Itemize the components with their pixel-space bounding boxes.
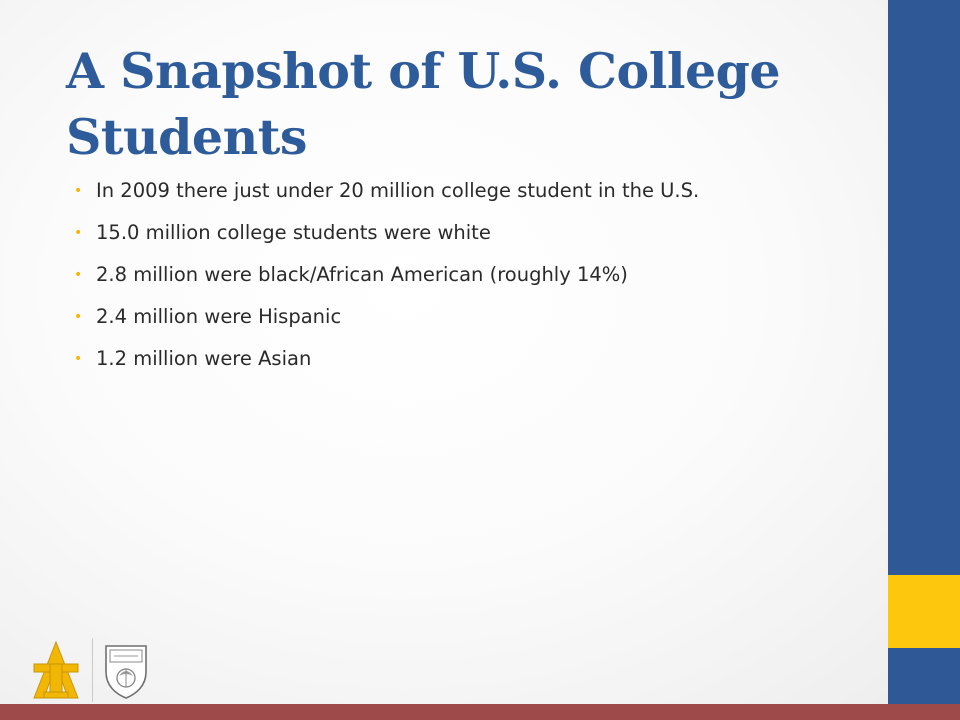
bullet-item: [74, 212, 864, 254]
bullet-list: [74, 170, 864, 380]
side-accent-blue-bottom: [888, 648, 960, 704]
bullet-item: [74, 338, 864, 380]
slide-title-line-2: Students: [66, 108, 307, 166]
bullet-icon: •: [74, 267, 83, 283]
logo-divider: [92, 638, 93, 702]
bullet-text: 2.8 million were black/African American (roughly 14%): [96, 263, 628, 286]
slide-title-line-1: A Snapshot of U.S. College: [66, 42, 781, 100]
side-accent-yellow: [888, 575, 960, 648]
bullet-icon: •: [74, 225, 83, 241]
bullet-icon: •: [74, 309, 83, 325]
bullet-text: 2.4 million were Hispanic: [96, 305, 342, 328]
bottom-accent-bar: [0, 704, 960, 720]
bullet-text: In 2009 there just under 20 million college student in the U.S.: [96, 179, 700, 202]
bullet-icon: •: [74, 183, 83, 199]
bullet-text: 1.2 million were Asian: [96, 347, 312, 370]
bullet-item: [74, 170, 864, 212]
aggie-logo-icon: [28, 640, 84, 702]
side-accent-blue-top: [888, 0, 960, 575]
bullet-icon: •: [74, 351, 83, 367]
university-shield-icon: [102, 642, 150, 700]
bullet-item: [74, 296, 864, 338]
slide-title: [66, 38, 866, 170]
bullet-item: [74, 254, 864, 296]
bullet-text: 15.0 million college students were white: [96, 221, 491, 244]
